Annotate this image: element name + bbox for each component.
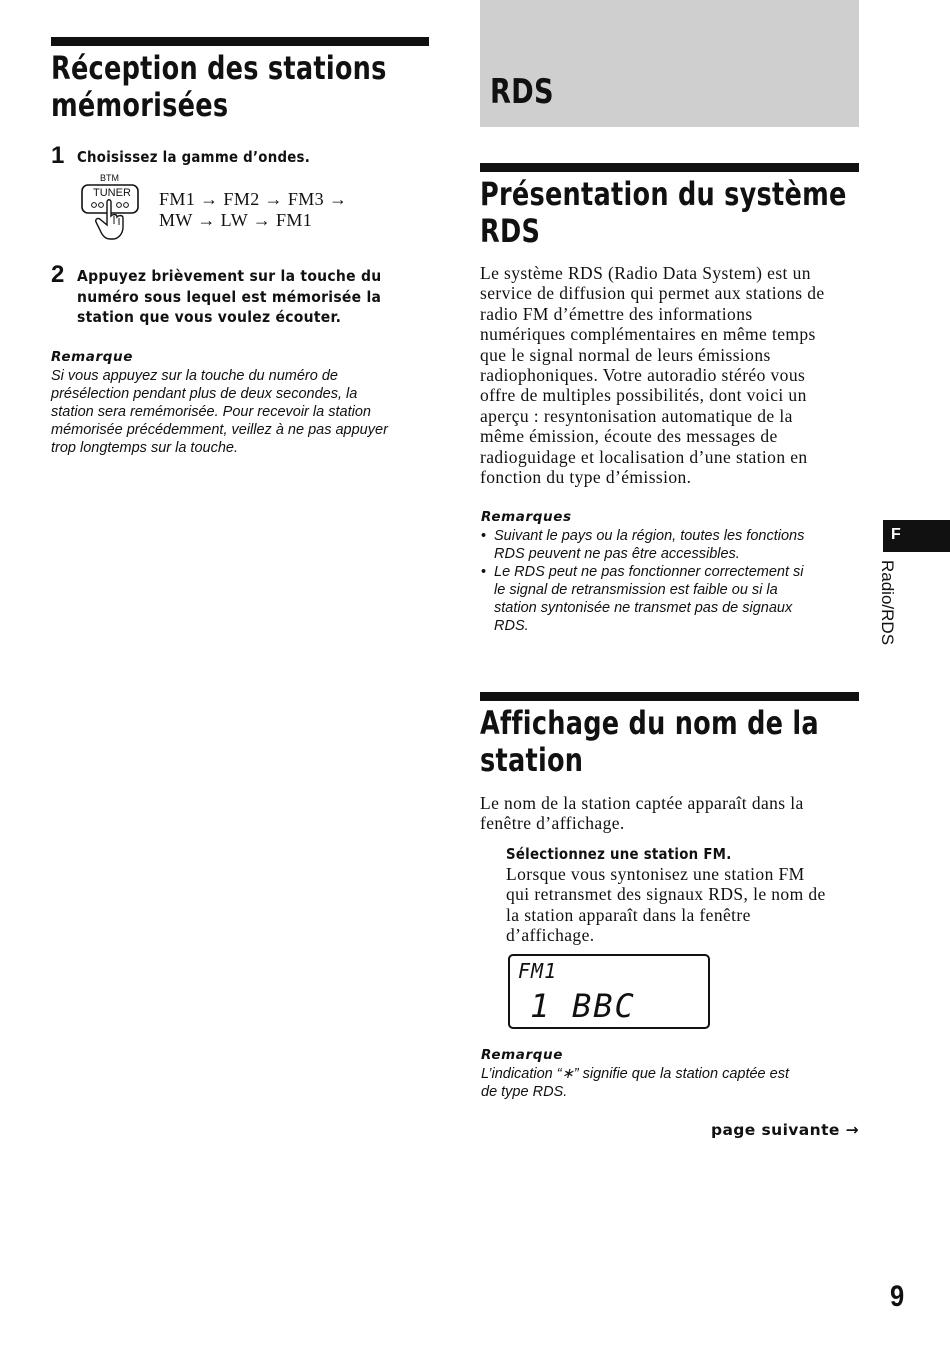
lcd-display: [508, 954, 710, 1029]
rds-notes-list: [481, 527, 804, 635]
rds-intro-title: Présentation du système RDS: [480, 175, 847, 250]
rds-section-banner: [480, 0, 859, 127]
station-name-title: Affichage du nom de la station: [480, 704, 819, 779]
rds-notes-title: Remarques: [481, 509, 572, 525]
select-station-paragraph: Lorsque vous syntonisez une station FM qui retransmet des signaux RDS, le nom de la station apparaît dans la fenêtre d’affichage.: [506, 864, 826, 946]
lcd-note-text: L’indication “∗” signifie que la station captée est de type RDS.: [481, 1066, 789, 1100]
btm-label: BTM: [100, 173, 119, 183]
rds-intro-rule: [480, 163, 859, 172]
lcd-preset: 1: [530, 987, 550, 1025]
tuner-button-illustration: [80, 172, 142, 242]
select-station-step: Sélectionnez une station FM.: [506, 845, 732, 863]
lcd-band: FM1: [518, 959, 558, 983]
page-number: 9: [890, 1280, 905, 1313]
lcd-station-name: BBC: [572, 987, 636, 1025]
hand-press-icon: [80, 172, 142, 242]
section-tab-f: [883, 520, 950, 552]
left-note-text: Si vous appuyez sur la touche du numéro de présélection pendant plus de deux secondes, la station sera remémorisée. Pour recevoir la station mémorisée précédemment, veillez à ne pas appuyer trop longtemps sur la touche.: [51, 368, 388, 456]
step-2-number: 2: [51, 261, 65, 288]
section-tab-letter: F: [891, 526, 901, 543]
rds-note-bullet-2: • Le RDS peut ne pas fonctionner correctement si le signal de retransmission est faible ou si la station syntonisée ne transmet pas de signaux RDS.: [481, 563, 804, 635]
step-1-number: 1: [51, 142, 65, 169]
step-1-text: Choisissez la gamme d’ondes.: [77, 148, 311, 166]
rds-note-bullet-1: • Suivant le pays ou la région, toutes les fonctions RDS peuvent ne pas être accessibles.: [481, 527, 804, 563]
section-tab-label: Radio/RDS: [878, 560, 897, 646]
band-sequence: FM1 → FM2 → FM3 → MW → LW → FM1: [159, 189, 348, 230]
next-page-link[interactable]: page suivante →: [710, 1121, 859, 1139]
left-title: Réception des stations mémorisées: [51, 49, 387, 124]
rds-intro-paragraph: Le système RDS (Radio Data System) est un service de diffusion qui permet aux stations de radio FM d’émettre des informations numériques complémentaires en même temps que le signal normal de leurs émissions radiophoniques. Votre autoradio stéréo vous offre de multiples possibilités, dont voici un aperçu : resyntonisation automatique de la même émission, écoute des messages de radioguidage et localisation d’une station en fonction du type d’émission.: [480, 263, 825, 488]
lcd-note-title: Remarque: [481, 1047, 563, 1063]
station-name-paragraph: Le nom de la station captée apparaît dans la fenêtre d’affichage.: [480, 793, 804, 834]
station-name-rule: [480, 692, 859, 701]
step-2-text: Appuyez brièvement sur la touche du numéro sous lequel est mémorisée la station que vous voulez écouter.: [77, 267, 382, 326]
tuner-label: TUNER: [93, 187, 131, 199]
left-title-rule: [51, 37, 429, 46]
rds-banner-title: RDS: [490, 72, 554, 112]
left-note-title: Remarque: [51, 349, 133, 365]
